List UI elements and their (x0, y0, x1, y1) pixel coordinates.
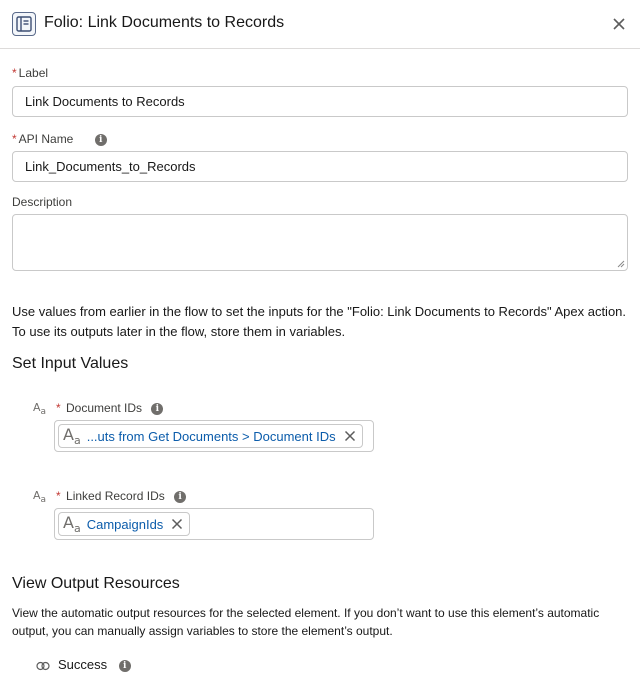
info-icon[interactable]: i (151, 403, 163, 415)
info-icon[interactable]: i (95, 134, 107, 146)
resize-grip-icon[interactable] (617, 260, 625, 268)
remove-icon[interactable] (171, 518, 183, 530)
linked-record-ids-label: * Linked Record IDs i (56, 489, 186, 503)
remove-icon[interactable] (344, 430, 356, 442)
output-help-text: View the automatic output resources for the selected element. If you don’t want to use this element’s automatic output, you can manually assign variables to store the element’s output. (12, 606, 600, 638)
text-type-icon: $A_a$ (33, 401, 47, 418)
document-ids-label: * Document IDs i (56, 401, 163, 415)
info-icon[interactable]: i (119, 660, 131, 672)
text-type-icon: $A_a$ (33, 489, 47, 506)
description-textarea[interactable] (12, 214, 628, 271)
required-marker: * (12, 132, 17, 146)
linked-record-ids-input[interactable] (54, 508, 374, 540)
description-field-label: Description (12, 195, 73, 209)
action-help-text: Use values from earlier in the flow to set the inputs for the "Folio: Link Documents to Records" Apex action. To use its outputs later in the flow, store them in variables. (12, 304, 627, 339)
output-success-label: Success i (58, 657, 131, 672)
document-ids-input[interactable] (54, 420, 374, 452)
text-type-icon: $A_a$ (63, 512, 81, 536)
pill-label: ...uts from Get Documents > Document IDs (86, 428, 336, 444)
modal-header (0, 0, 640, 49)
close-icon[interactable] (610, 15, 628, 33)
resource-pill[interactable] (58, 424, 363, 448)
label-field-label: * Label (12, 66, 49, 80)
pill-label: CampaignIds (86, 516, 164, 532)
boolean-toggle-icon (36, 659, 50, 674)
output-section-title: View Output Resources (12, 575, 180, 592)
input-section-title: Set Input Values (12, 355, 129, 372)
required-marker: * (12, 66, 17, 80)
api-name-field-label: * API Name i (12, 132, 107, 146)
api-name-input[interactable] (12, 151, 628, 182)
text-type-icon: $A_a$ (63, 424, 81, 448)
info-icon[interactable]: i (174, 491, 186, 503)
label-input[interactable] (12, 86, 628, 117)
modal-title: Folio: Link Documents to Records (44, 14, 285, 31)
document-list-icon (12, 12, 36, 36)
resource-pill[interactable] (58, 512, 190, 536)
